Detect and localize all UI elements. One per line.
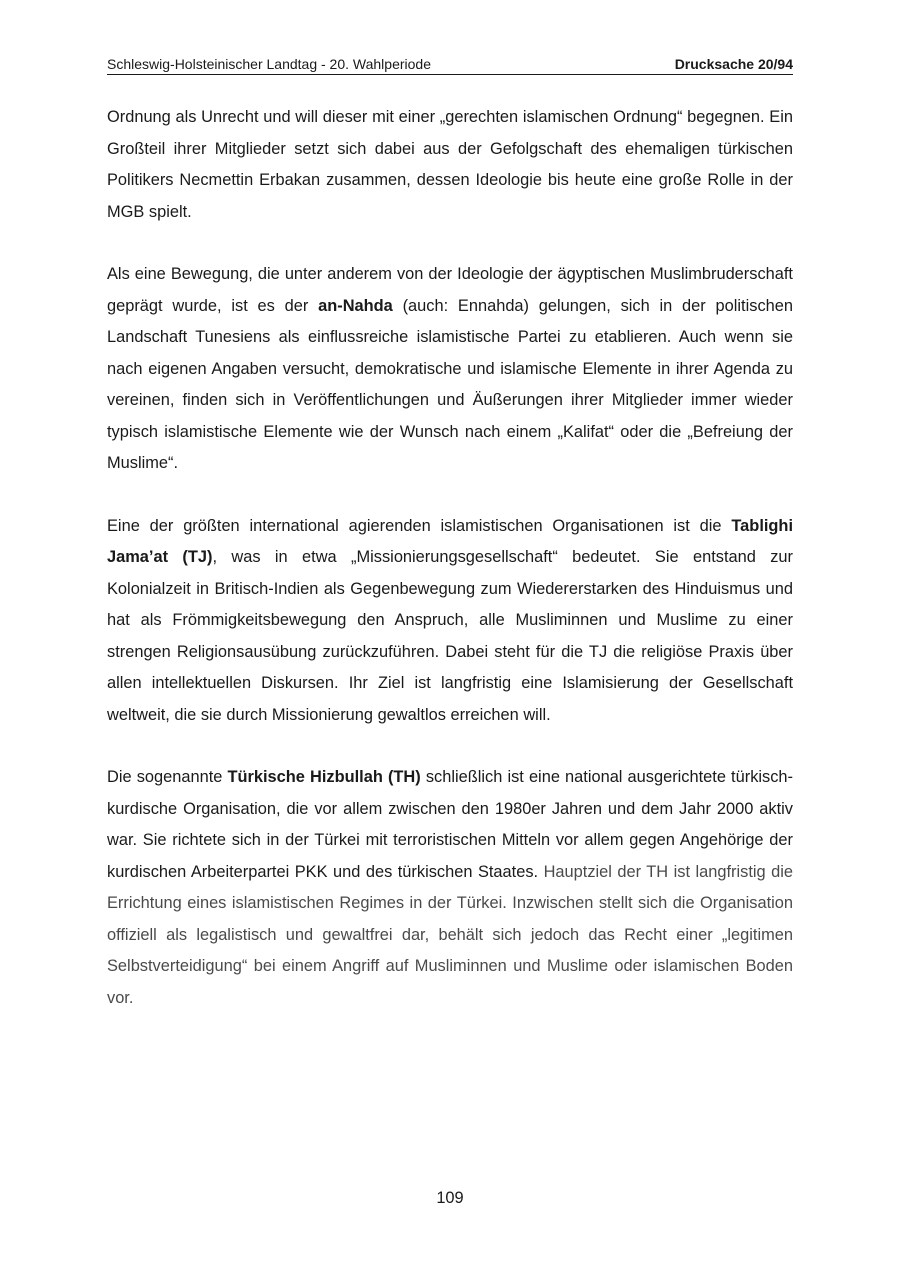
paragraph-text: Als eine Bewegung, die unter anderem von der Ideologie der ägyptischen Muslimbruderschaft geprägt wurde, ist es der xyxy=(107,265,793,315)
paragraph-mgb xyxy=(107,102,793,228)
paragraph-text: Ordnung als Unrecht und will dieser mit einer „gerechten islamischen Ordnung“ begegnen. Ein Großteil ihrer Mitglieder setzt sich dabei aus der Gefolgschaft des ehemaligen türkischen Politikers Necmettin Erbakan zusammen, dessen Ideologie bis heute eine große Rolle in der MGB spielt. xyxy=(107,108,793,221)
document-body xyxy=(107,102,793,1014)
paragraph-text: schließlich ist eine national ausgerichtete türkisch-kurdische Organisation, die vor allem zwischen den 1980er Jahren und dem Jahr 2000 aktiv war. Sie richtete sich in der Türkei mit terroristischen Mitteln vor allem gegen Angehörige der kurdischen Arbeiterpartei PKK und des türkischen Staates. xyxy=(107,768,793,881)
organisation-name: Türkische Hizbullah (TH) xyxy=(227,768,421,786)
organisation-name: an-Nahda xyxy=(318,296,393,315)
paragraph-text: , was in etwa „Missionierungsgesellschaft“ bedeutet. Sie entstand zur Kolonialzeit in Britisch-Indien als Gegenbewegung zum Wiedererstarken des Hinduismus und hat als Frömmigkeitsbewegung den Anspruch, alle Musliminnen und Muslime zu einer strengen Religionsausübung zurückzuführen. Dabei steht für die TJ die religiöse Praxis über allen intellektuellen Diskursen. Ihr Ziel ist langfristig eine Islamisierung der Gesellschaft weltweit, die sie durch Missionierung gewaltlos erreichen will. xyxy=(107,548,793,724)
page-number: 109 xyxy=(436,1189,464,1207)
paragraph-text: (auch: Ennahda) gelungen, sich in der politischen Landschaft Tunesiens als einflussreiche islamistische Partei zu etablieren. Auch wenn sie nach eigenen Angaben versucht, demokratische und islamische Elemente in ihrer Agenda zu vereinen, finden sich in Veröffentlichungen und Äußerungen ihrer Mitglieder immer wieder typisch islamistische Elemente wie der Wunsch nach einem „Kalifat“ oder die „Befreiung der Muslime“. xyxy=(107,296,793,472)
organisation-name: Tablighi Jama’at (TJ) xyxy=(107,516,793,566)
paragraph-text-gray: Hauptziel der TH ist langfristig die Errichtung eines islamistischen Regimes in der Türkei. Inzwischen stellt sich die Organisation offiziell als legalistisch und gewaltfrei dar, behält sich jedoch das Recht einer „legitimen Selbstverteidigung“ bei einem Angriff auf Musliminnen und Muslime oder islamischen Boden vor. xyxy=(107,862,793,1007)
header-title: Schleswig-Holsteinischer Landtag - 20. Wahlperiode xyxy=(107,56,431,72)
document-number: Drucksache 20/94 xyxy=(674,56,793,72)
paragraph-tuerkische-hizbullah xyxy=(107,762,793,1014)
page-header xyxy=(107,54,793,75)
paragraph-tablighi-jamaat xyxy=(107,511,793,732)
paragraph-text: Eine der größten international agierenden islamistischen Organisationen ist die xyxy=(107,516,732,535)
paragraph-text: Die sogenannte xyxy=(107,768,228,786)
paragraph-an-nahda xyxy=(107,259,793,480)
